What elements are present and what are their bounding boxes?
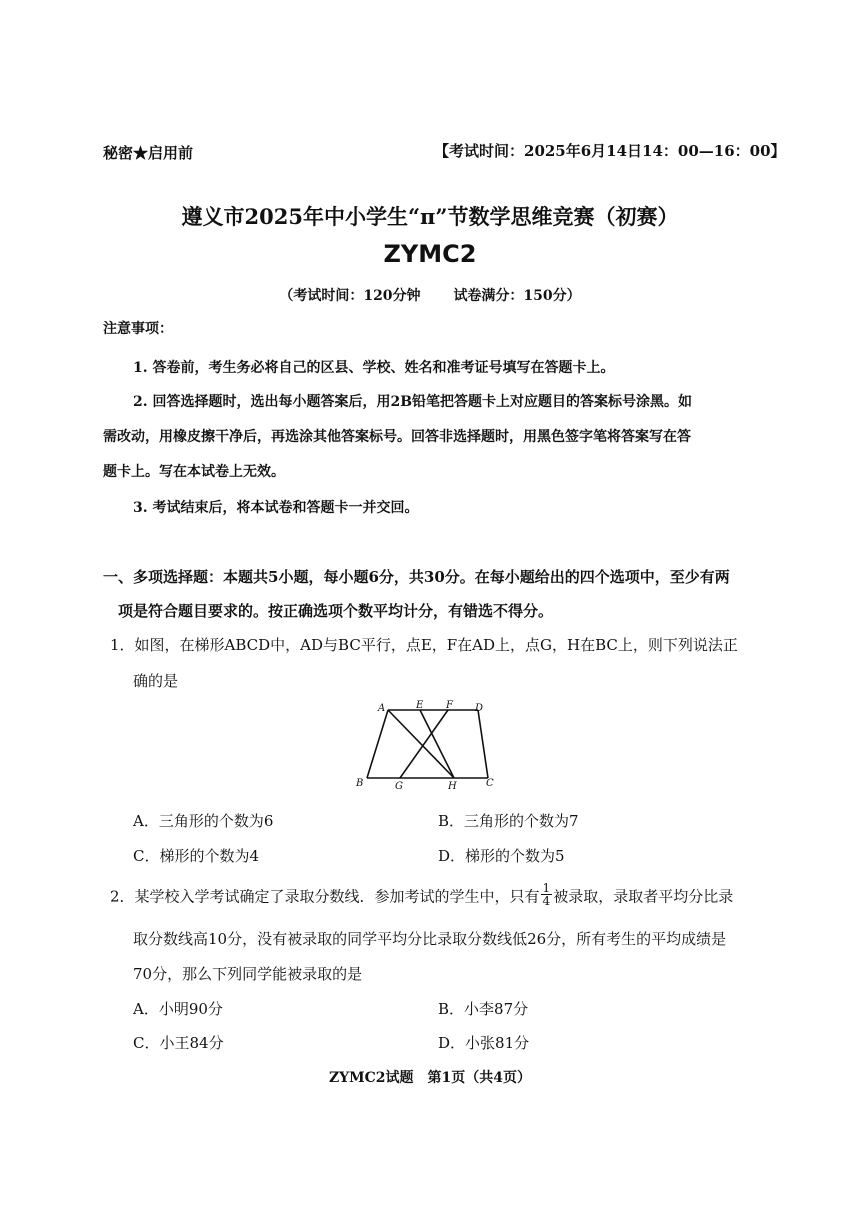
exam-full-score: 试卷满分：150分）	[453, 288, 581, 304]
secret-label: 秘密★启用前	[103, 144, 194, 162]
notice-item-1: 1. 答卷前，考生务必将自己的区县、学校、姓名和准考证号填写在答题卡上。	[133, 360, 615, 376]
question-1-option-a: A．三角形的个数为6	[133, 812, 274, 830]
fraction-numerator: 1	[542, 881, 551, 895]
label-d: D	[475, 703, 484, 714]
label-a: A	[378, 703, 386, 714]
label-f: F	[446, 700, 453, 711]
segment-ah	[388, 710, 454, 778]
label-c: C	[486, 778, 494, 789]
label-g: G	[395, 781, 403, 792]
page-title: 遵义市2025年中小学生“π”节数学思维竞赛（初赛）	[181, 204, 679, 229]
section-1-heading-line-1: 一、多项选择题：本题共5小题，每小题6分，共30分。在每小题给出的四个选项中，至少有两	[103, 568, 730, 586]
segment-ab	[367, 710, 388, 778]
trapezoid-figure	[350, 700, 510, 800]
question-2-line-1-pre: 2．某学校入学考试确定了录取分数线．参加考试的学生中，只有	[110, 887, 540, 906]
page-footer: ZYMC2试题 第1页（共4页）	[328, 1070, 532, 1086]
question-2-option-a: A．小明90分	[133, 1000, 223, 1018]
notice-item-2-line-1: 2. 回答选择题时，选出每小题答案后，用2B铅笔把答题卡上对应题目的答案标号涂黑。如	[133, 394, 693, 410]
question-1-option-d: D．梯形的个数为5	[438, 847, 565, 865]
question-2-line-3: 70分，那么下列同学能被录取的是	[133, 965, 363, 983]
segment-fg	[400, 710, 448, 778]
exam-code: ZYMC2	[383, 240, 477, 268]
question-1-line-1: 1．如图，在梯形ABCD中，AD与BC平行，点E，F在AD上，点G，H在BC上，则下列说法正	[110, 636, 738, 654]
label-e: E	[416, 700, 424, 711]
question-2-option-c: C．小王84分	[133, 1034, 224, 1052]
question-2-line-1-post: 被录取，录取者平均分比录	[553, 887, 734, 906]
fraction-denominator: 4	[542, 894, 551, 908]
label-h: H	[448, 781, 457, 792]
section-1-heading-line-2: 项是符合题目要求的。按正确选项个数平均计分，有错选不得分。	[118, 602, 554, 620]
exam-time: 【考试时间：2025年6月14日14：00—16：00】	[434, 142, 786, 160]
notice-item-2-line-3: 题卡上。写在本试卷上无效。	[103, 464, 285, 480]
notice-heading: 注意事项：	[103, 321, 173, 337]
question-2-option-d: D．小张81分	[438, 1034, 530, 1052]
notice-item-3: 3. 考试结束后，将本试卷和答题卡一并交回。	[133, 500, 419, 516]
fraction-one-quarter	[541, 882, 553, 907]
segment-dc	[478, 710, 488, 778]
exam-duration: （考试时间：120分钟	[279, 288, 421, 304]
question-2-line-1	[110, 881, 734, 910]
question-1-line-2: 确的是	[133, 672, 179, 690]
question-2-line-2: 取分数线高10分，没有被录取的同学平均分比录取分数线低26分，所有考生的平均成绩是	[133, 930, 727, 948]
question-1-option-c: C．梯形的个数为4	[133, 847, 260, 865]
segment-eh	[420, 710, 454, 778]
exam-meta	[0, 285, 860, 305]
question-1-option-b: B．三角形的个数为7	[438, 812, 579, 830]
label-b: B	[356, 778, 364, 789]
question-2-option-b: B．小李87分	[438, 1000, 529, 1018]
notice-item-2-line-2: 需改动，用橡皮擦干净后，再选涂其他答案标号。回答非选择题时，用黑色签字笔将答案写在答	[103, 429, 691, 445]
